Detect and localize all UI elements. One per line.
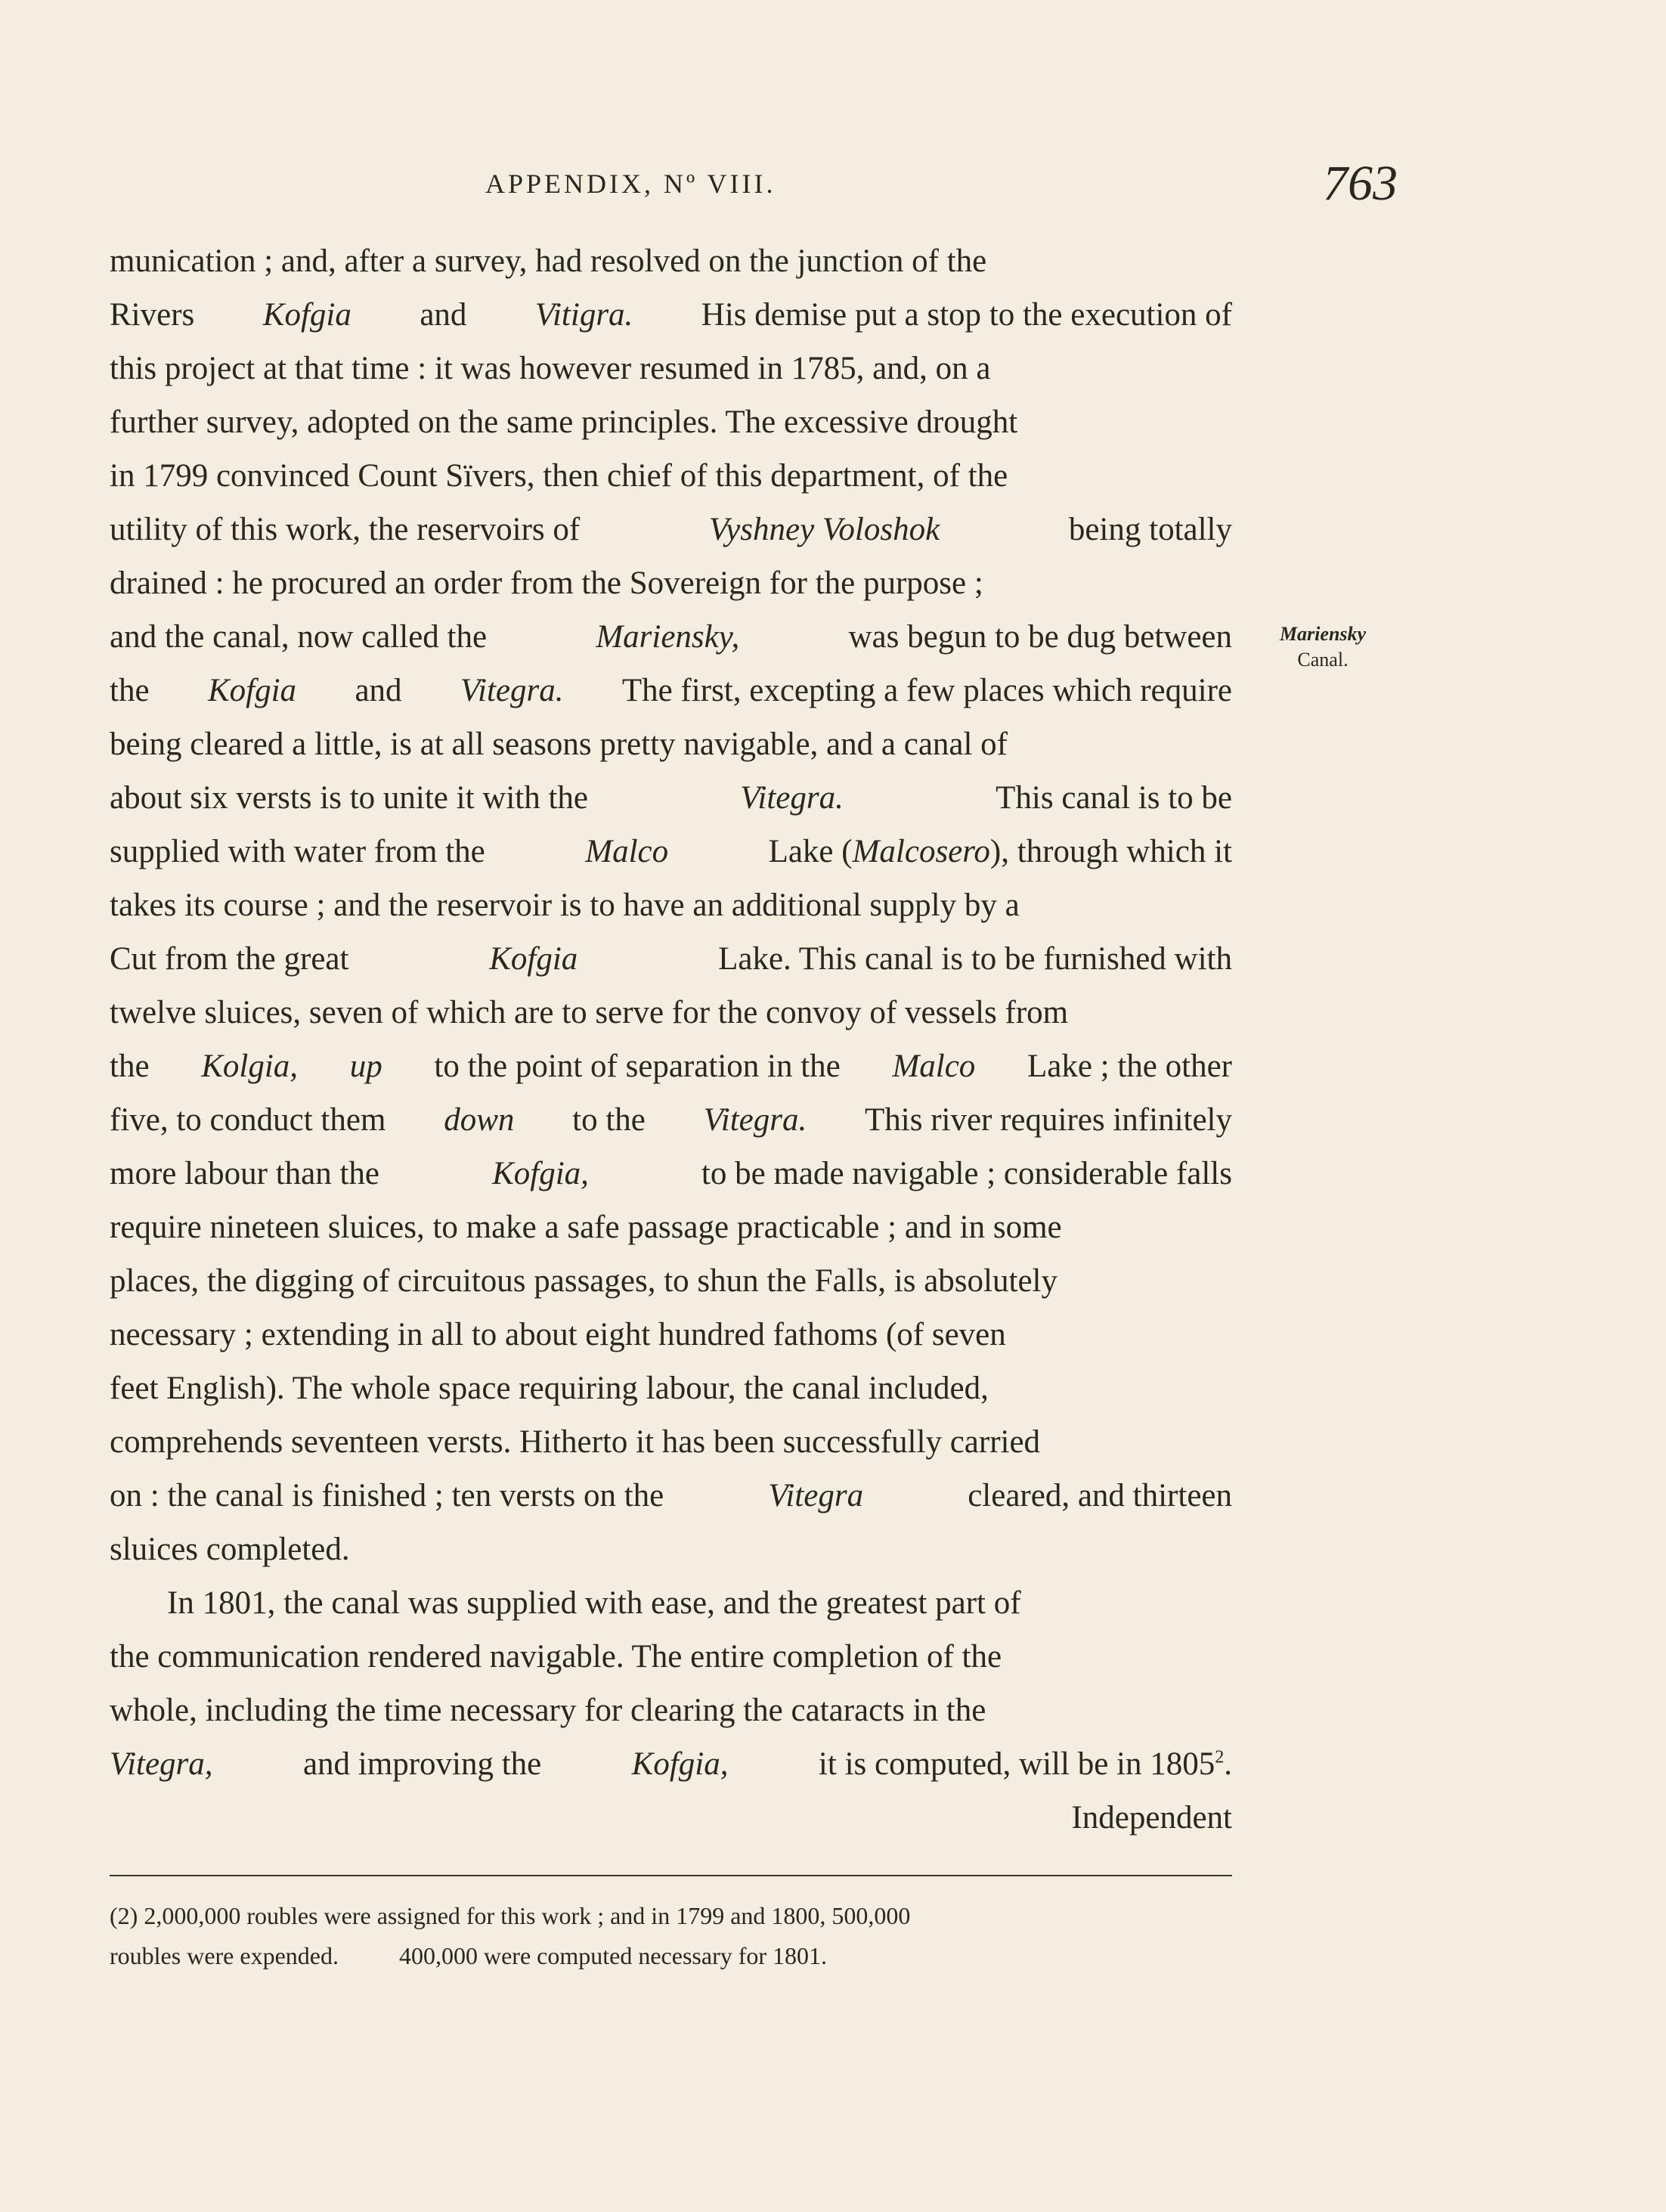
text-line: supplied with water from the Malco Lake (Malcosero), through which it — [110, 834, 1232, 869]
text-line: feet English). The whole space requiring labour, the canal included, — [110, 1371, 989, 1406]
text-line: require nineteen sluices, to make a safe passage practicable ; and in some — [110, 1210, 1062, 1245]
text-line: further survey, adopted on the same principles. The excessive drought — [110, 404, 1018, 440]
text-line: places, the digging of circuitous passages, to shun the Falls, is absolutely — [110, 1263, 1058, 1299]
text-line: sluices completed. — [110, 1532, 350, 1567]
footnote-line: (2) 2,000,000 roubles were assigned for this work ; and in 1799 and 1800, 500,000 — [110, 1902, 911, 1929]
text-line: five, to conduct them down to the Vitegra. This river requires infinitely — [110, 1102, 1232, 1138]
text-line: whole, including the time necessary for clearing the cataracts in the — [110, 1693, 986, 1728]
text-line: necessary ; extending in all to about eight hundred fathoms (of seven — [110, 1317, 1006, 1352]
text-line: the communication rendered navigable. The entire completion of the — [110, 1639, 1002, 1674]
text-line: twelve sluices, seven of which are to serve for the convoy of vessels from — [110, 995, 1069, 1030]
text-line: the Kolgia, up to the point of separation in the Malco Lake ; the other — [110, 1049, 1232, 1084]
footnote — [110, 1896, 1232, 1976]
text-line: drained : he procured an order from the Sovereign for the purpose ; — [110, 565, 983, 601]
text-line: takes its course ; and the reservoir is to have an additional supply by a — [110, 888, 1020, 923]
text-line: and the canal, now called the Mariensky, was begun to be dug between — [110, 619, 1232, 655]
margin-note-subtitle: Canal. — [1297, 649, 1349, 671]
text-line: on : the canal is finished ; ten versts on the Vitegra cleared, and thirteen — [110, 1478, 1232, 1513]
text-line: comprehends seventeen versts. Hitherto it has been successfully carried — [110, 1424, 1041, 1460]
body-text — [110, 234, 1232, 1845]
margin-note-title: Mariensky — [1279, 623, 1367, 645]
margin-note — [1262, 621, 1383, 673]
text-line: this project at that time : it was however resumed in 1785, and, on a — [110, 351, 991, 386]
text-line: utility of this work, the reservoirs of Vyshney Voloshok being totally — [110, 512, 1232, 547]
footnote-rule — [110, 1875, 1232, 1876]
page-number: 763 — [1323, 156, 1398, 211]
text-line: in 1799 convinced Count Sïvers, then chief of this department, of the — [110, 458, 1008, 494]
text-line: Rivers Kofgia and Vitigra. His demise put a stop to the execution of — [110, 297, 1232, 333]
text-line: about six versts is to unite it with the Vitegra. This canal is to be — [110, 780, 1232, 816]
line-text: munication ; and, after a survey, had resolved on the junction of the — [110, 243, 987, 279]
text-line: the Kofgia and Vitegra. The first, excepting a few places which require — [110, 673, 1232, 708]
footnote-line: roubles were expended. 400,000 were computed necessary for 1801. — [110, 1942, 828, 1969]
text-line: Vitegra, and improving the Kofgia, it is computed, will be in 1805$^2$. — [110, 1746, 1232, 1782]
text-line: Cut from the great Kofgia Lake. This canal is to be furnished with — [110, 941, 1232, 977]
catchword: Independent — [1071, 1800, 1232, 1836]
footnote-marker: 2 — [1215, 1747, 1225, 1767]
text-line: In 1801, the canal was supplied with ease, and the greatest part of — [167, 1585, 1021, 1621]
text-line — [110, 234, 1232, 288]
running-head: APPENDIX, Nº VIII. — [485, 169, 776, 199]
text-line: being cleared a little, is at all seasons pretty navigable, and a canal of — [110, 726, 1008, 762]
text-line: more labour than the Kofgia, to be made navigable ; considerable falls — [110, 1156, 1232, 1191]
